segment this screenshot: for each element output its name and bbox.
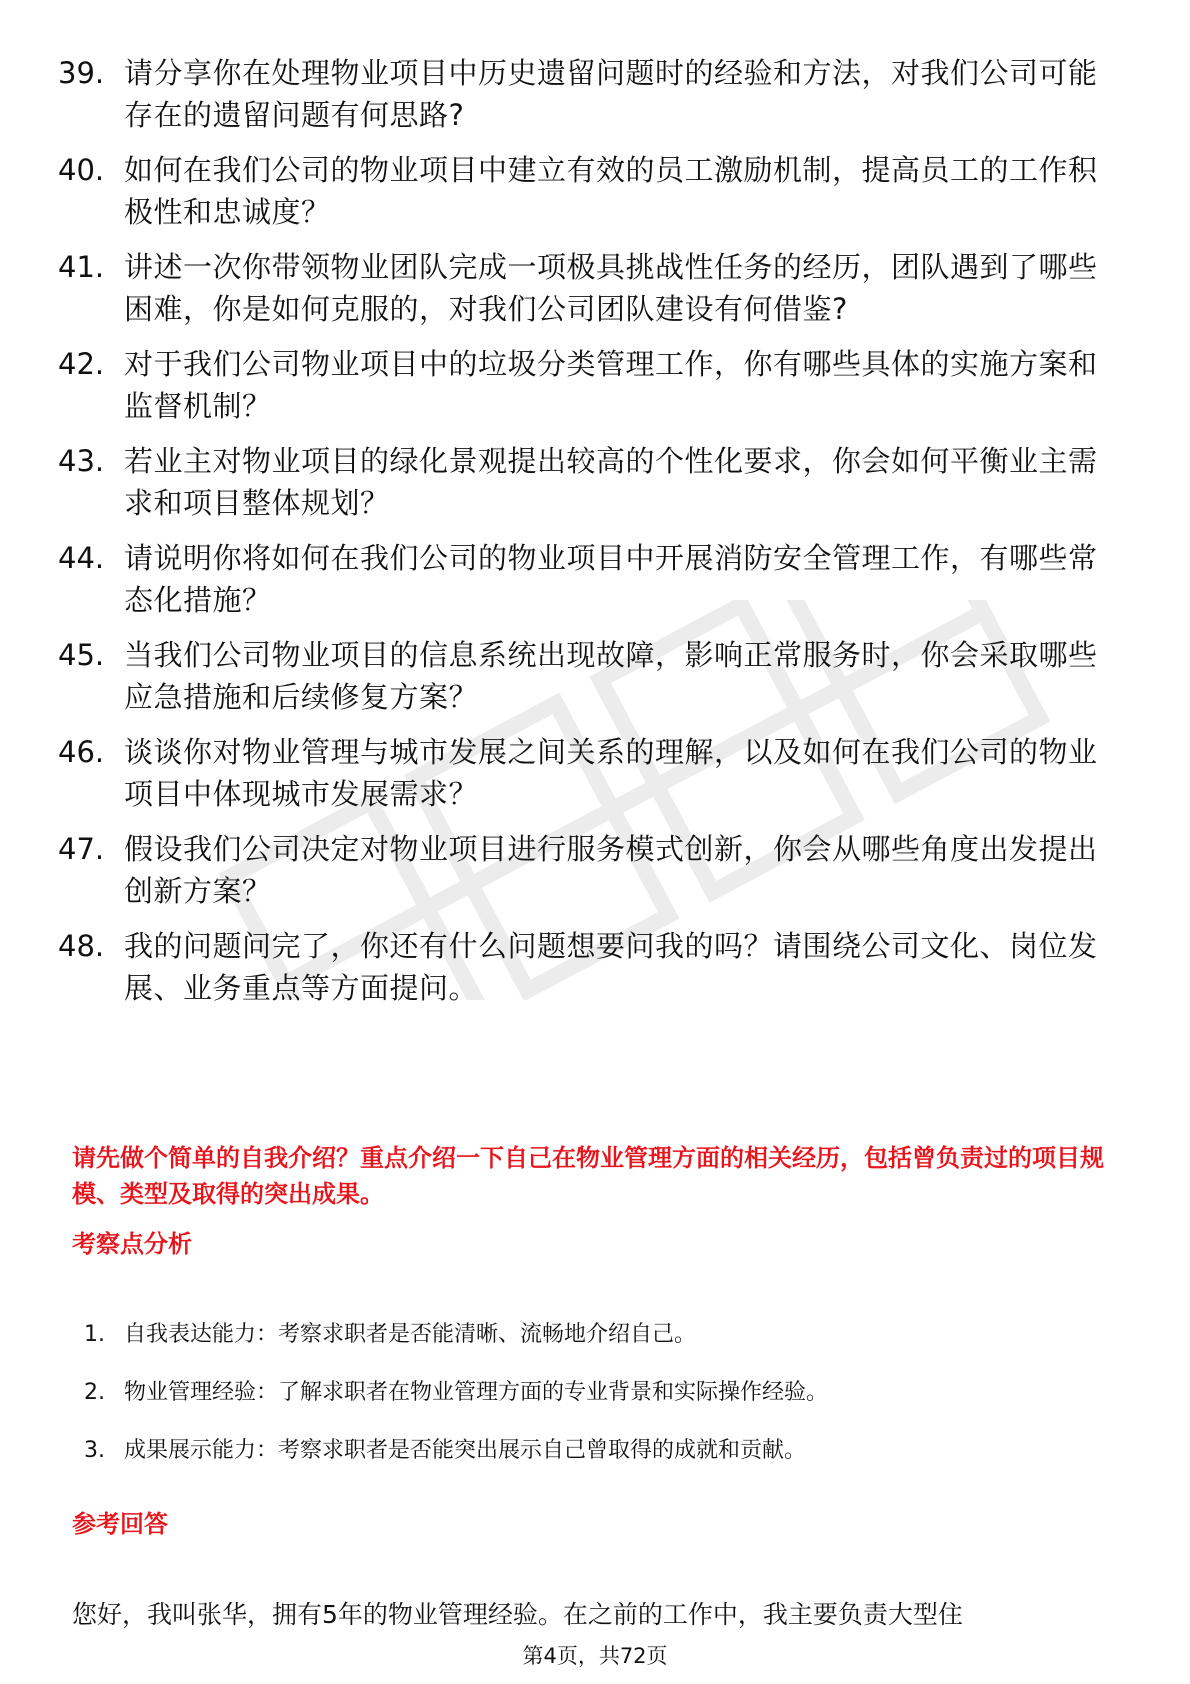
question-text: 假设我们公司决定对物业项目进行服务模式创新，你会从哪些角度出发提出创新方案？ bbox=[124, 832, 1098, 908]
point-text: 自我表达能力：考察求职者是否能清晰、流畅地介绍自己。 bbox=[124, 1322, 697, 1347]
question-number: 44. bbox=[58, 541, 105, 575]
question-text: 若业主对物业项目的绿化景观提出较高的个性化要求，你会如何平衡业主需求和项目整体规划？ bbox=[124, 444, 1098, 520]
question-number: 46. bbox=[58, 735, 105, 769]
answer-heading: 参考回答 bbox=[72, 1510, 168, 1538]
focus-question: 请先做个简单的自我介绍？重点介绍一下自己在物业管理方面的相关经历，包括曾负责过的项目规模、类型及取得的突出成果。 bbox=[72, 1144, 1104, 1208]
question-text: 我的问题问完了，你还有什么问题想要问我的吗？请围绕公司文化、岗位发展、业务重点等方面提问。 bbox=[124, 929, 1098, 1005]
list-item bbox=[58, 343, 1118, 427]
question-text: 对于我们公司物业项目中的垃圾分类管理工作，你有哪些具体的实施方案和监督机制？ bbox=[124, 347, 1098, 423]
point-text: 成果展示能力：考察求职者是否能突出展示自己曾取得的成就和贡献。 bbox=[124, 1438, 807, 1463]
list-item bbox=[58, 246, 1118, 330]
question-number: 42. bbox=[58, 347, 105, 381]
point-text: 物业管理经验：了解求职者在物业管理方面的专业背景和实际操作经验。 bbox=[124, 1380, 829, 1405]
question-text: 讲述一次你带领物业团队完成一项极具挑战性任务的经历，团队遇到了哪些困难，你是如何克服的，对我们公司团队建设有何借鉴? bbox=[124, 250, 1098, 326]
question-text: 谈谈你对物业管理与城市发展之间关系的理解，以及如何在我们公司的物业项目中体现城市发展需求？ bbox=[124, 735, 1098, 811]
list-item bbox=[84, 1378, 1084, 1436]
question-number: 47. bbox=[58, 832, 105, 866]
question-number: 40. bbox=[58, 153, 105, 187]
question-list bbox=[58, 52, 1118, 1022]
question-number: 43. bbox=[58, 444, 105, 478]
question-text: 请分享你在处理物业项目中历史遗留问题时的经验和方法，对我们公司可能存在的遗留问题有何思路? bbox=[124, 56, 1098, 132]
question-text: 当我们公司物业项目的信息系统出现故障，影响正常服务时，你会采取哪些应急措施和后续修复方案？ bbox=[124, 638, 1098, 714]
point-number: 2. bbox=[84, 1380, 105, 1405]
analysis-heading: 考察点分析 bbox=[72, 1230, 192, 1258]
list-item bbox=[58, 440, 1118, 524]
list-item bbox=[58, 925, 1118, 1009]
question-text: 请说明你将如何在我们公司的物业项目中开展消防安全管理工作，有哪些常态化措施？ bbox=[124, 541, 1098, 617]
list-item bbox=[58, 828, 1118, 912]
list-item bbox=[84, 1320, 1084, 1378]
list-item bbox=[58, 537, 1118, 621]
list-item bbox=[58, 149, 1118, 233]
list-item bbox=[58, 731, 1118, 815]
point-number: 1. bbox=[84, 1322, 105, 1347]
list-item bbox=[58, 634, 1118, 718]
list-item bbox=[58, 52, 1118, 136]
point-number: 3. bbox=[84, 1438, 105, 1463]
question-number: 45. bbox=[58, 638, 105, 672]
page-footer: 第4页，共72页 bbox=[522, 1644, 668, 1668]
answer-text: 您好，我叫张华，拥有5年的物业管理经验。在之前的工作中，我主要负责大型住 bbox=[72, 1600, 963, 1629]
analysis-points bbox=[84, 1320, 1084, 1494]
question-number: 41. bbox=[58, 250, 105, 284]
question-number: 48. bbox=[58, 929, 105, 963]
question-number: 39. bbox=[58, 56, 105, 90]
question-text: 如何在我们公司的物业项目中建立有效的员工激励机制，提高员工的工作积极性和忠诚度？ bbox=[124, 153, 1098, 229]
list-item bbox=[84, 1436, 1084, 1494]
